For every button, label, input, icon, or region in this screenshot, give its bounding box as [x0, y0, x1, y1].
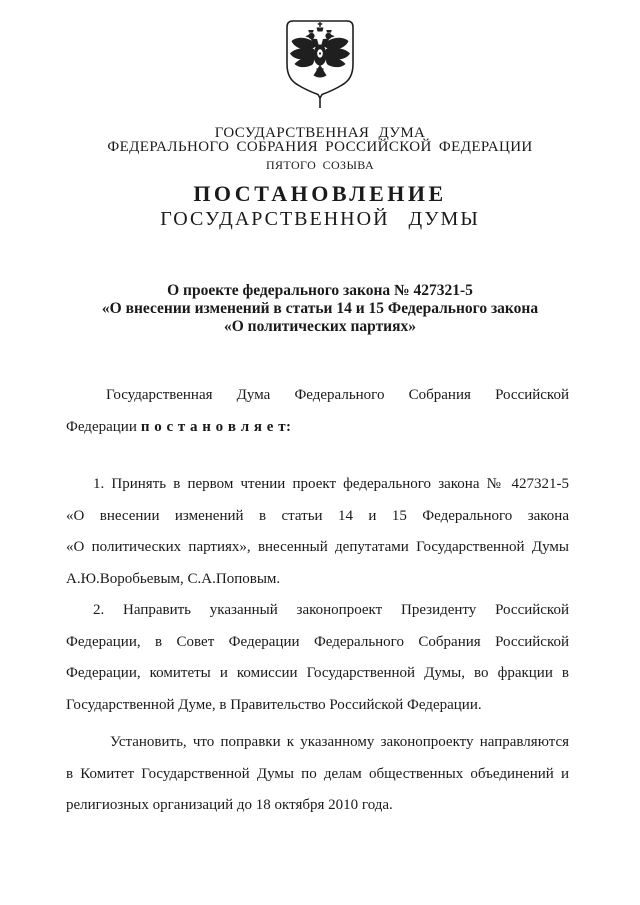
title-line-2: «О внесении изменений в статьи 14 и 15 Федерального закона — [101, 300, 539, 317]
body-line: Государственной Думе, в Правительство Российской Федерации. — [66, 696, 482, 713]
paragraph-item-2 — [66, 595, 569, 721]
resolves-keyword: п о с т а н о в л я е т: — [140, 418, 292, 435]
body-line: Федерации, комитеты и комиссии Государственной Думы, во фракции в — [66, 665, 569, 681]
body-line: Установить, что поправки к указанному законопроекту направляются — [110, 734, 569, 750]
body-line: 1. Принять в первом чтении проект федерального закона № 427321-5 — [93, 476, 569, 492]
body-line: в Комитет Государственной Думы по делам общественных объединений и — [66, 765, 569, 782]
russian-coat-of-arms-icon — [282, 18, 358, 110]
paragraph-preamble — [66, 380, 569, 443]
document-org-heading: ГОСУДАРСТВЕННОЙ ДУМЫ — [160, 208, 480, 230]
paragraph-item-1 — [66, 469, 569, 595]
title-line-3: «О политических партиях» — [223, 318, 417, 335]
document-title — [40, 282, 600, 336]
preamble-normal-text: Федерации — [66, 418, 137, 435]
org-convocation: ПЯТОГО СОЗЫВА — [265, 158, 375, 172]
body-line: религиозных организаций до 18 октября 2010 года. — [66, 797, 393, 813]
org-name-line1: ГОСУДАРСТВЕННАЯ ДУМА — [214, 125, 426, 141]
body-line: «О политических партиях», внесенный депутатами Государственной Думы — [66, 539, 569, 555]
org-name-line2: ФЕДЕРАЛЬНОГО СОБРАНИЯ РОССИЙСКОЙ ФЕДЕРАЦИИ — [107, 139, 533, 155]
body-line: 2. Направить указанный законопроект Президенту Российской — [93, 602, 569, 618]
body-line — [66, 412, 569, 444]
title-line-1: О проекте федерального закона № 427321-5 — [167, 282, 473, 299]
body-line: «О внесении изменений в статьи 14 и 15 Федерального закона — [66, 507, 569, 524]
body-line: А.Ю.Воробьевым, С.А.Поповым. — [66, 570, 281, 587]
body-line: Федерации, в Совет Федерации Федерального Собрания Российской — [66, 633, 569, 650]
document-body — [66, 380, 569, 822]
paragraph-deadline — [66, 727, 569, 822]
document-type-heading: ПОСТАНОВЛЕНИЕ — [193, 181, 447, 206]
body-line: Государственная Дума Федерального Собрания Российской — [106, 387, 569, 403]
